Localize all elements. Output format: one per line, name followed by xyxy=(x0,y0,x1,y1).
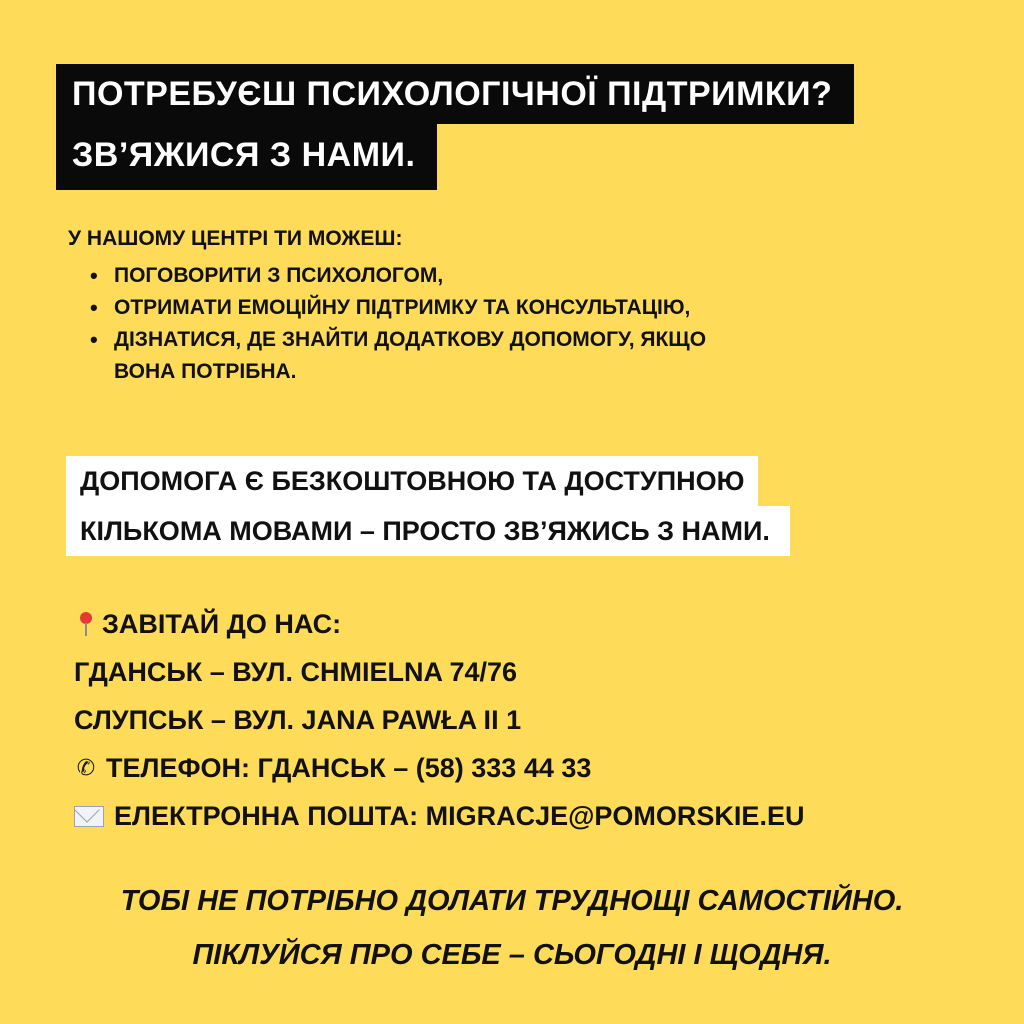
slupsk-address: СЛУПСЬК – ВУЛ. JANA PAWŁA II 1 xyxy=(74,705,522,735)
headline-line-1: ПОТРЕБУЄШ ПСИХОЛОГІЧНОЇ ПІДТРИМКИ? xyxy=(56,64,854,124)
headline xyxy=(56,64,854,190)
services-list xyxy=(68,260,706,388)
phone-text[interactable]: ТЕЛЕФОН: ГДАНСЬК – (58) 333 44 33 xyxy=(106,753,592,783)
email-row xyxy=(74,792,804,840)
services-section xyxy=(68,224,706,388)
footer-line-1: ТОБІ НЕ ПОТРІБНО ДОЛАТИ ТРУДНОЩІ САМОСТІЙНО. xyxy=(120,885,904,917)
free-help-line-2: КІЛЬКОМА МОВАМИ – ПРОСТО ЗВ’ЯЖИСЬ З НАМИ. xyxy=(66,506,790,556)
list-item-text: ДІЗНАТИСЯ, ДЕ ЗНАЙТИ ДОДАТКОВУ ДОПОМОГУ, ЯКЩО xyxy=(114,328,707,351)
list-item xyxy=(90,324,706,388)
contacts-section xyxy=(74,600,804,840)
gdansk-address: ГДАНСЬК – ВУЛ. CHMIELNA 74/76 xyxy=(74,657,518,687)
email-text[interactable]: ЕЛЕКТРОННА ПОШТА: MIGRACJE@POMORSKIE.EU xyxy=(114,801,805,831)
free-help-line-1: ДОПОМОГА Є БЕЗКОШТОВНОЮ ТА ДОСТУПНОЮ xyxy=(66,456,758,506)
visit-row xyxy=(74,600,804,648)
services-intro: У НАШОМУ ЦЕНТРІ ТИ МОЖЕШ: xyxy=(68,227,403,250)
visit-label: ЗАВІТАЙ ДО НАС: xyxy=(102,609,342,639)
list-item-text: ПОГОВОРИТИ З ПСИХОЛОГОМ, xyxy=(114,264,444,287)
phone-icon: ✆ xyxy=(76,755,96,780)
footer-message xyxy=(0,874,1024,982)
pin-icon xyxy=(78,612,92,636)
list-item-text: ОТРИМАТИ ЕМОЦІЙНУ ПІДТРИМКУ ТА КОНСУЛЬТАЦІЮ, xyxy=(114,296,691,319)
footer-line-2: ПІКЛУЙСЯ ПРО СЕБЕ – СЬОГОДНІ І ЩОДНЯ. xyxy=(192,939,832,971)
phone-row xyxy=(74,744,804,792)
list-item xyxy=(90,292,706,324)
headline-line-2: ЗВ’ЯЖИСЯ З НАМИ. xyxy=(56,124,437,190)
envelope-icon xyxy=(74,806,104,827)
list-item xyxy=(90,260,706,292)
list-item-continuation: ВОНА ПОТРІБНА. xyxy=(114,360,297,383)
free-help-banner xyxy=(66,456,790,556)
